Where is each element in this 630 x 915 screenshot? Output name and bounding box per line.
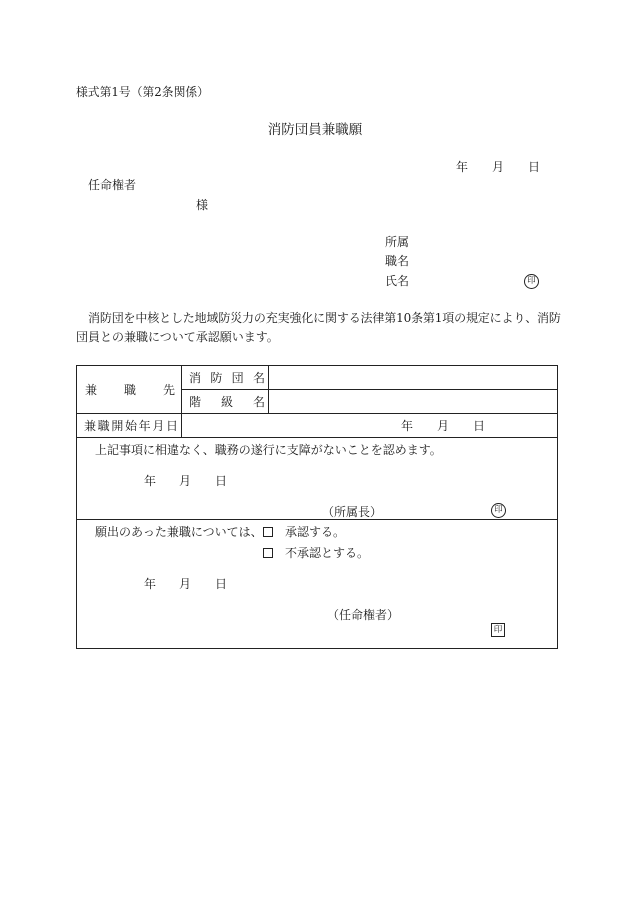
appointing-authority-statement: 願出のあった兼職については、 (95, 525, 263, 539)
request-text-line-2: 団員との兼職について承認願います。 (76, 330, 279, 344)
fire-corps-name-value (269, 366, 558, 390)
table-row (77, 366, 558, 390)
concurrent-post-label: 兼職先 (77, 366, 182, 414)
department-head-section-inner (77, 438, 557, 519)
approve-checkbox (263, 527, 273, 537)
appointing-authority-section-inner (77, 520, 557, 648)
department-head-date-year-label: 年 (144, 474, 157, 488)
start-date-year-label: 年 (401, 419, 414, 433)
page-title: 消防団員兼職願 (267, 122, 363, 138)
start-date-day-label: 日 (473, 419, 486, 433)
department-head-signer-label: （所属長） (322, 505, 383, 519)
request-text-line-1: 消防団を中核とした地域防災力の充実強化に関する法律第10条第1項の規定により、消防 (88, 311, 561, 325)
department-head-seal-icon: 印 (491, 503, 506, 518)
appointing-authority-signer-label: （任命権者） (327, 608, 400, 622)
department-head-date-day-label: 日 (215, 474, 228, 488)
department-head-section (77, 438, 558, 520)
appointing-authority-date-day-label: 日 (215, 577, 228, 591)
rank-name-label: 階級名 (182, 390, 269, 414)
honorific-label: 様 (196, 198, 209, 212)
start-date-cell (182, 414, 558, 438)
table-row (77, 438, 558, 520)
department-head-date-month-label: 月 (179, 474, 192, 488)
addressee-label: 任命権者 (88, 178, 137, 192)
appointing-authority-date-month-label: 月 (179, 577, 192, 591)
affiliation-label: 所属 (385, 235, 410, 249)
reject-checkbox (263, 548, 273, 558)
start-date-month-label: 月 (437, 419, 450, 433)
concurrent-employment-table (76, 365, 558, 649)
rank-name-value (269, 390, 558, 414)
applicant-seal-icon: 印 (524, 274, 539, 289)
approve-label: 承認する。 (285, 525, 346, 539)
reject-label: 不承認とする。 (285, 546, 370, 560)
name-label: 氏名 (385, 274, 410, 288)
appointing-authority-seal-icon: 印 (491, 623, 505, 637)
form-number: 様式第1号（第2条関係） (76, 85, 209, 99)
start-date-label: 兼職開始年月日 (77, 414, 182, 438)
position-label: 職名 (385, 254, 410, 268)
start-date-cell-inner (182, 414, 557, 437)
header-date-month-label: 月 (492, 160, 505, 174)
department-head-statement: 上記事項に相違なく、職務の遂行に支障がないことを認めます。 (95, 443, 442, 457)
fire-corps-name-label: 消防団名 (182, 366, 269, 390)
table-row (77, 414, 558, 438)
header-date-day-label: 日 (528, 160, 541, 174)
appointing-authority-section (77, 520, 558, 649)
appointing-authority-date-year-label: 年 (144, 577, 157, 591)
header-date-year-label: 年 (456, 160, 469, 174)
table-row (77, 520, 558, 649)
